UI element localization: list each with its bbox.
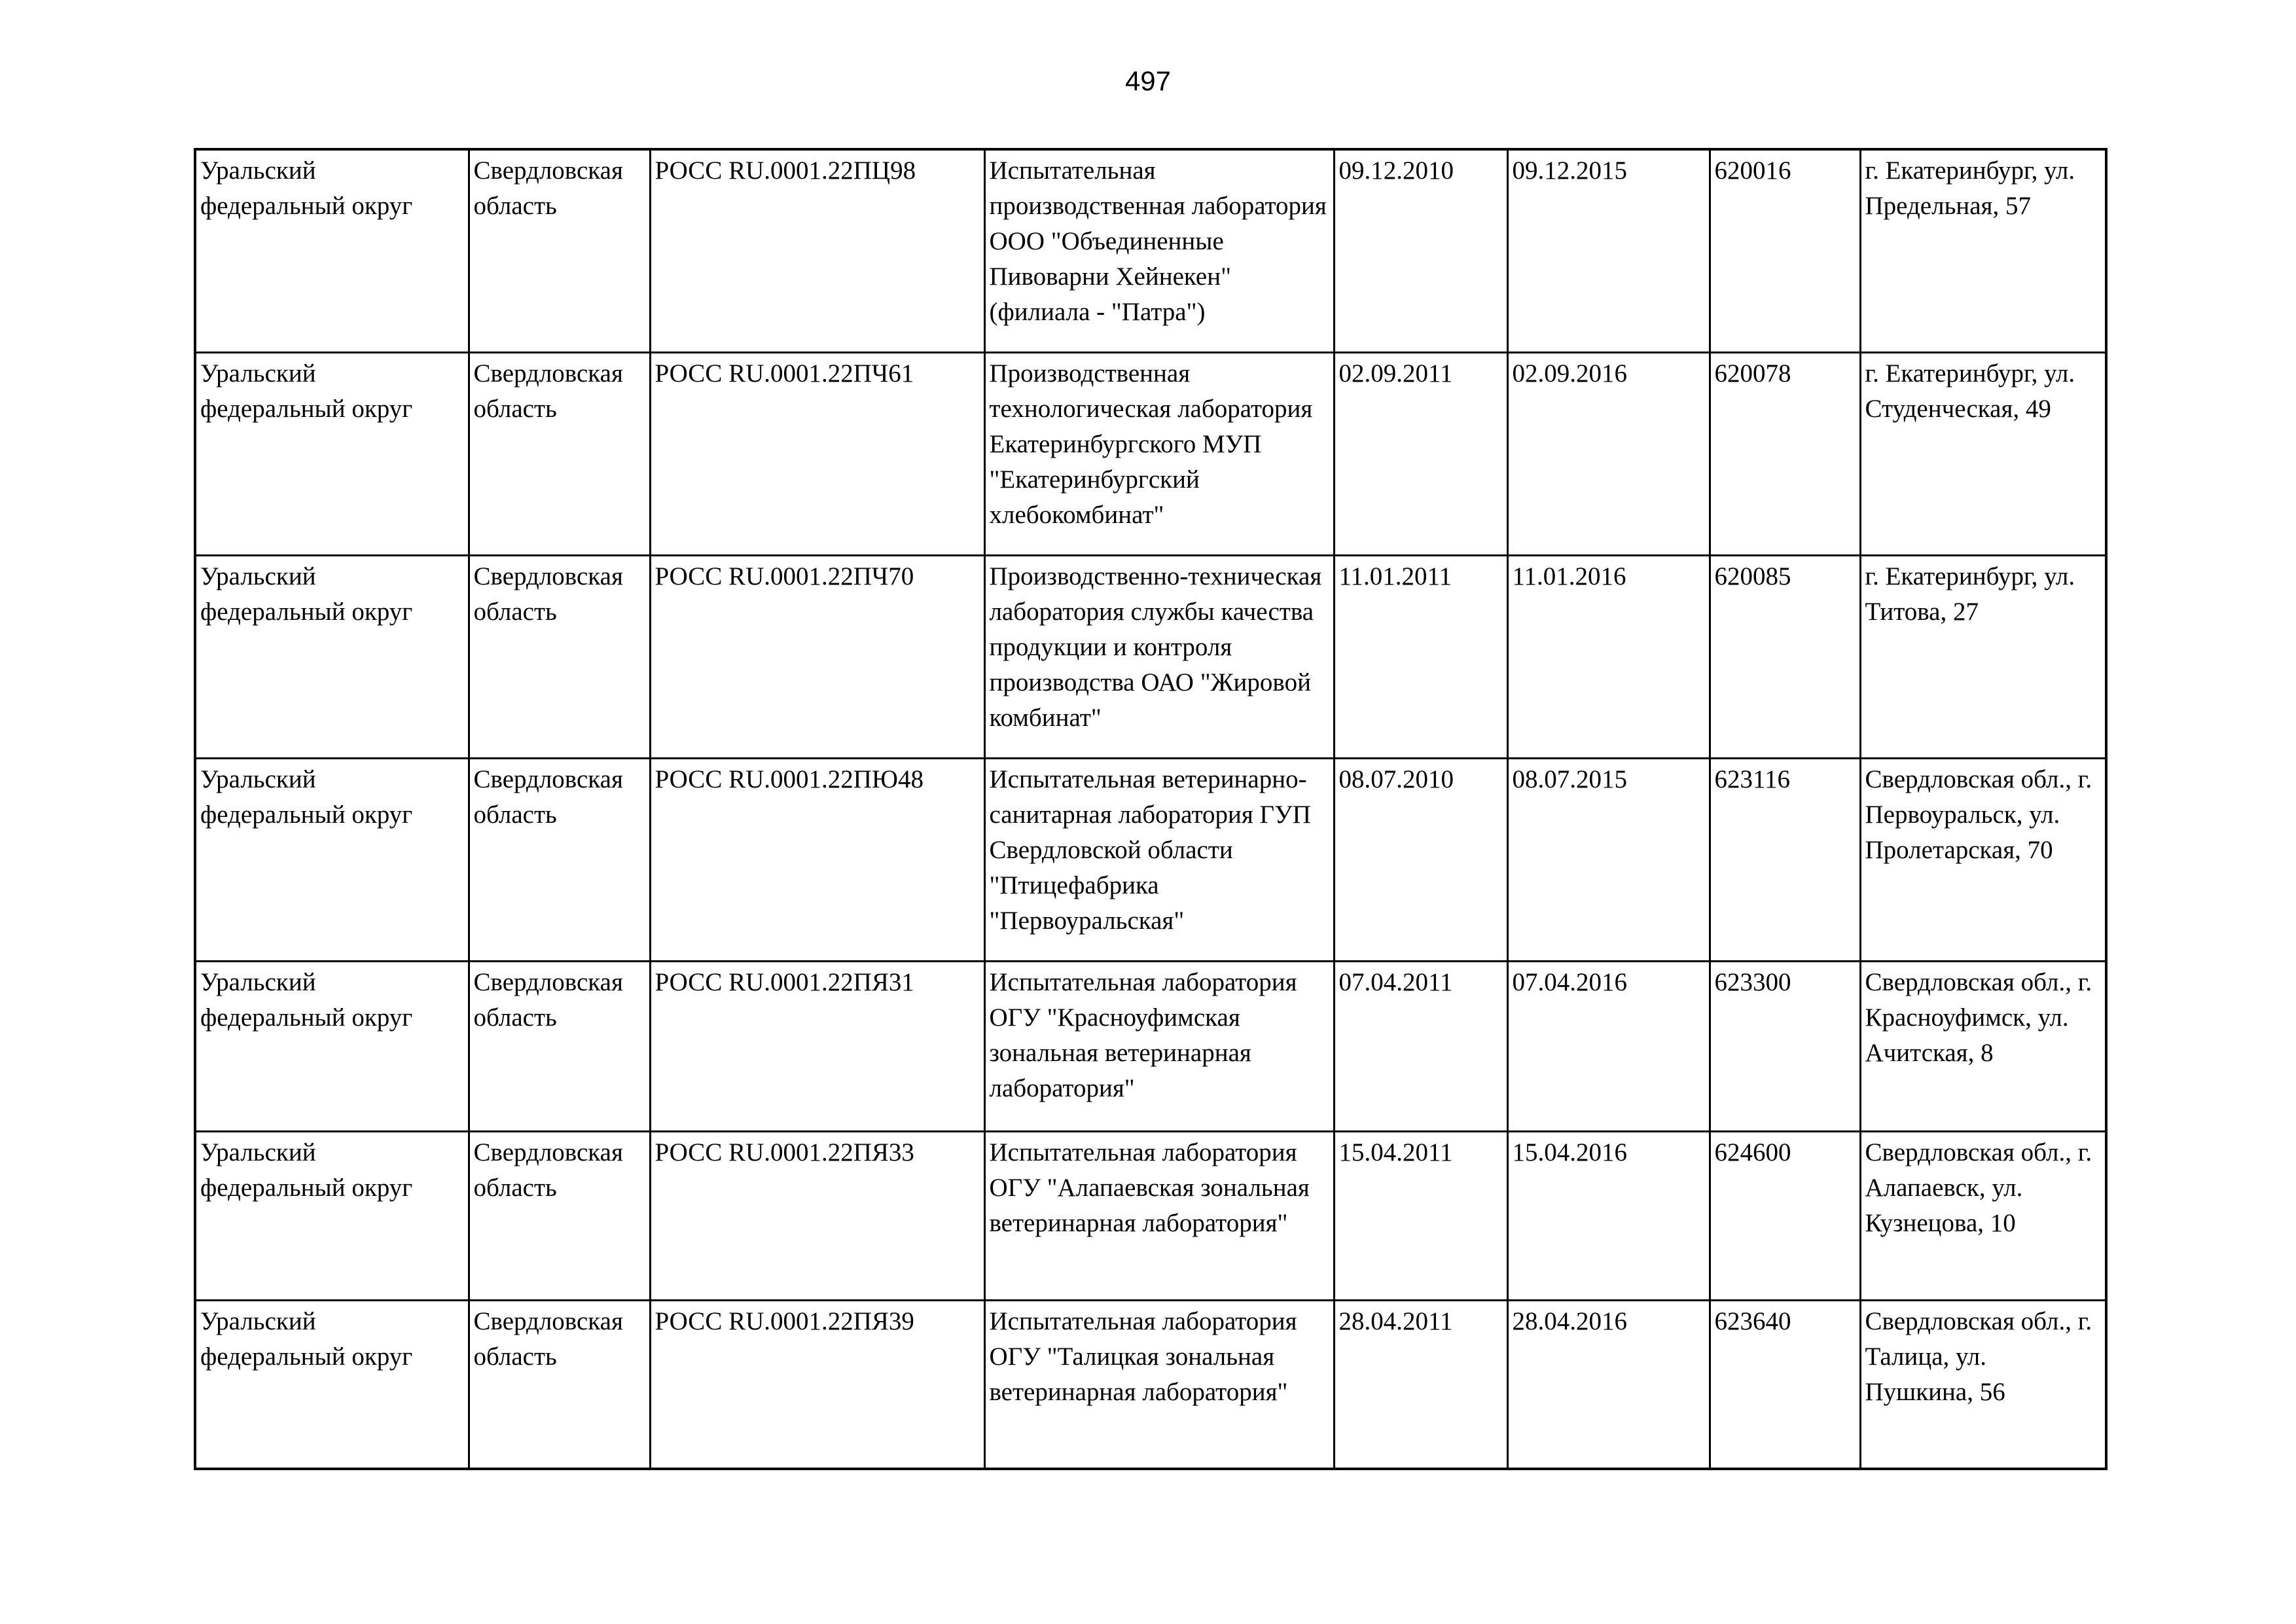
district-cell: Уральский федеральный округ	[195, 961, 469, 1131]
page-number: 497	[1124, 65, 1172, 96]
certificate-cell: РОСС RU.0001.22ПЧ70	[650, 555, 984, 758]
table-row	[195, 758, 2106, 961]
region-cell: Свердловская область	[469, 352, 650, 555]
postal-code-cell: 620078	[1710, 352, 1860, 555]
district-cell: Уральский федеральный округ	[195, 1131, 469, 1300]
region-cell: Свердловская область	[469, 1300, 650, 1469]
postal-code-cell: 620016	[1710, 149, 1860, 352]
laboratory-cell: Производственно-техническая лаборатория службы качества продукции и контроля производства ОАО "Жировой комбинат"	[984, 555, 1334, 758]
valid-from-cell: 15.04.2011	[1334, 1131, 1507, 1300]
certificate-cell: РОСС RU.0001.22ПЯ31	[650, 961, 984, 1131]
laboratory-cell: Производственная технологическая лаборатория Екатеринбургского МУП "Екатеринбургский хлебокомбинат"	[984, 352, 1334, 555]
laboratory-cell: Испытательная лаборатория ОГУ "Красноуфимская зональная ветеринарная лаборатория"	[984, 961, 1334, 1131]
region-cell: Свердловская область	[469, 961, 650, 1131]
postal-code-cell: 624600	[1710, 1131, 1860, 1300]
laboratory-registry-table	[194, 148, 2108, 1470]
valid-to-cell: 11.01.2016	[1507, 555, 1710, 758]
address-cell: Свердловская обл., г. Талица, ул. Пушкина, 56	[1860, 1300, 2106, 1469]
valid-from-cell: 28.04.2011	[1334, 1300, 1507, 1469]
address-cell: г. Екатеринбург, ул. Предельная, 57	[1860, 149, 2106, 352]
district-cell: Уральский федеральный округ	[195, 758, 469, 961]
laboratory-cell: Испытательная лаборатория ОГУ "Алапаевская зональная ветеринарная лаборатория"	[984, 1131, 1334, 1300]
region-cell: Свердловская область	[469, 149, 650, 352]
certificate-cell: РОСС RU.0001.22ПЦ98	[650, 149, 984, 352]
certificate-cell: РОСС RU.0001.22ПЯ39	[650, 1300, 984, 1469]
region-cell: Свердловская область	[469, 1131, 650, 1300]
valid-from-cell: 08.07.2010	[1334, 758, 1507, 961]
valid-to-cell: 28.04.2016	[1507, 1300, 1710, 1469]
address-cell: Свердловская обл., г. Первоуральск, ул. Пролетарская, 70	[1860, 758, 2106, 961]
valid-to-cell: 08.07.2015	[1507, 758, 1710, 961]
laboratory-cell: Испытательная лаборатория ОГУ "Талицкая зональная ветеринарная лаборатория"	[984, 1300, 1334, 1469]
address-cell: г. Екатеринбург, ул. Студенческая, 49	[1860, 352, 2106, 555]
postal-code-cell: 623116	[1710, 758, 1860, 961]
address-cell: г. Екатеринбург, ул. Титова, 27	[1860, 555, 2106, 758]
postal-code-cell: 623300	[1710, 961, 1860, 1131]
valid-from-cell: 09.12.2010	[1334, 149, 1507, 352]
valid-from-cell: 07.04.2011	[1334, 961, 1507, 1131]
region-cell: Свердловская область	[469, 758, 650, 961]
postal-code-cell: 623640	[1710, 1300, 1860, 1469]
district-cell: Уральский федеральный округ	[195, 352, 469, 555]
district-cell: Уральский федеральный округ	[195, 555, 469, 758]
table-row	[195, 149, 2106, 352]
certificate-cell: РОСС RU.0001.22ПЧ61	[650, 352, 984, 555]
laboratory-cell: Испытательная ветеринарно-санитарная лаборатория ГУП Свердловской области "Птицефабрика "Первоуральская"	[984, 758, 1334, 961]
table-row	[195, 352, 2106, 555]
table-row	[195, 555, 2106, 758]
table-row	[195, 1300, 2106, 1469]
region-cell: Свердловская область	[469, 555, 650, 758]
district-cell: Уральский федеральный округ	[195, 149, 469, 352]
valid-to-cell: 07.04.2016	[1507, 961, 1710, 1131]
valid-to-cell: 02.09.2016	[1507, 352, 1710, 555]
district-cell: Уральский федеральный округ	[195, 1300, 469, 1469]
valid-to-cell: 15.04.2016	[1507, 1131, 1710, 1300]
address-cell: Свердловская обл., г. Красноуфимск, ул. Ачитская, 8	[1860, 961, 2106, 1131]
valid-from-cell: 11.01.2011	[1334, 555, 1507, 758]
certificate-cell: РОСС RU.0001.22ПЮ48	[650, 758, 984, 961]
address-cell: Свердловская обл., г. Алапаевск, ул. Кузнецова, 10	[1860, 1131, 2106, 1300]
table-row	[195, 961, 2106, 1131]
valid-from-cell: 02.09.2011	[1334, 352, 1507, 555]
certificate-cell: РОСС RU.0001.22ПЯ33	[650, 1131, 984, 1300]
valid-to-cell: 09.12.2015	[1507, 149, 1710, 352]
table-row	[195, 1131, 2106, 1300]
laboratory-cell: Испытательная производственная лаборатория ООО "Объединенные Пивоварни Хейнекен" (филиала - "Патра")	[984, 149, 1334, 352]
postal-code-cell: 620085	[1710, 555, 1860, 758]
